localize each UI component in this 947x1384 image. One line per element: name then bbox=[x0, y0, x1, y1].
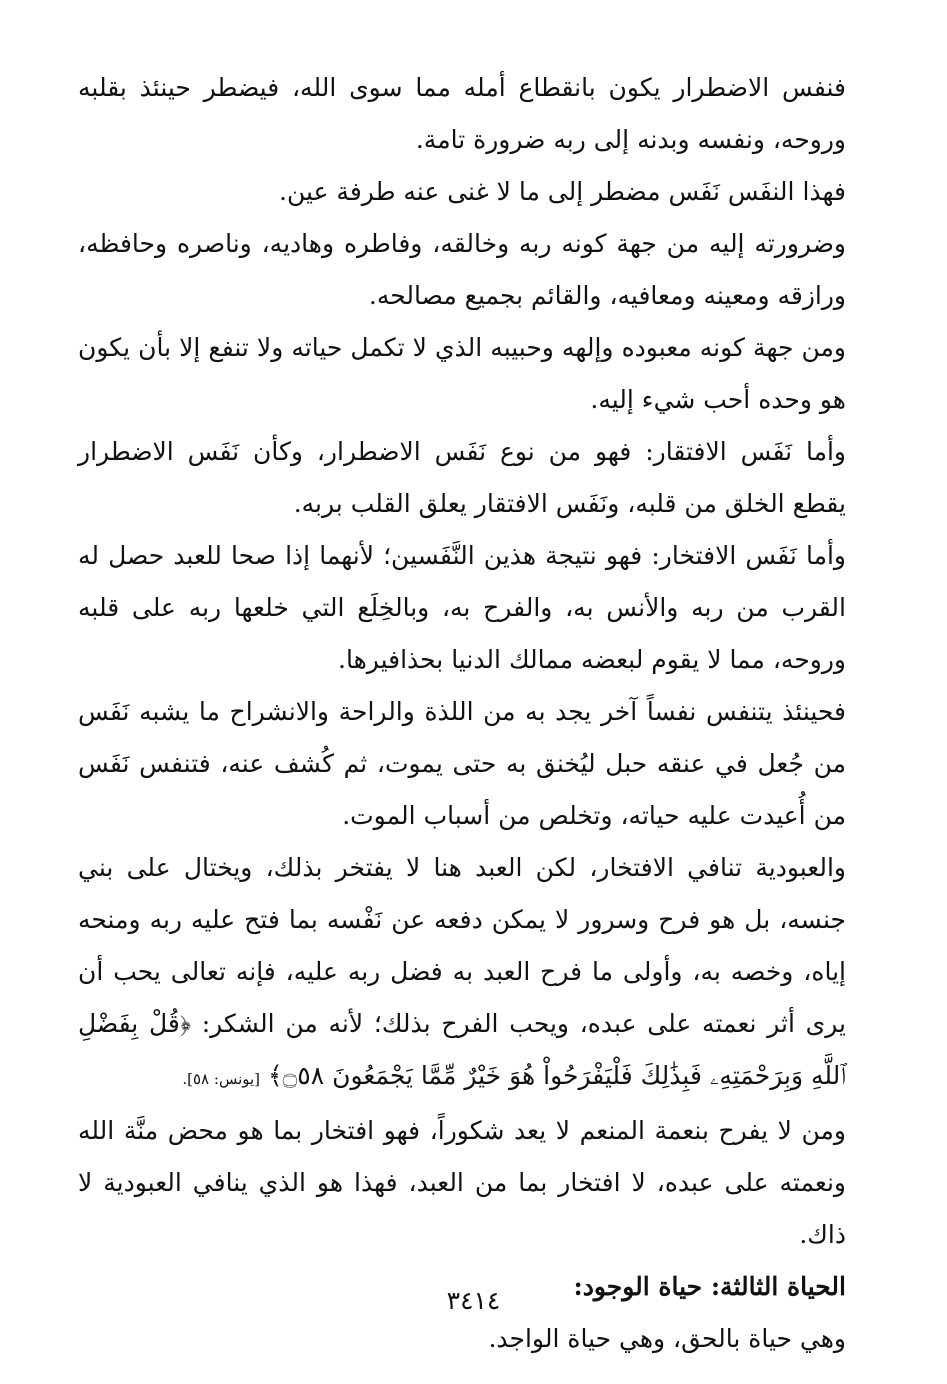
paragraph-gratitude: ومن لا يفرح بنعمة المنعم لا يعد شكوراً، فهو افتخار بما هو محض منَّة الله ونعمته على عبده، لا افتخار بما من العبد، فهذا هو الذي ينافي العبودية لا ذاك. bbox=[78, 1116, 846, 1249]
page-body bbox=[78, 62, 846, 1365]
paragraph-necessity-breath: فنفس الاضطرار يكون بانقطاع أمله مما سوى الله، فيضطر حينئذ بقلبه وروحه، ونفسه وبدنه إلى ربه ضرورة تامة. bbox=[78, 73, 846, 154]
paragraph-servitude-joy bbox=[78, 842, 846, 1105]
paragraph-divinity-need: ومن جهة كونه معبوده وإلهه وحبيبه الذي لا تكمل حياته ولا تنفع إلا بأن يكون هو وحده أحب شيء إليه. bbox=[78, 333, 846, 414]
quran-paragraph-text: والعبودية تنافي الافتخار، لكن العبد هنا لا يفتخر بذلك، ويختال على بني جنسه، بل هو فرح وسرور لا يمكن دفعه عن نَفْسه بما فتح عليه ربه ومنحه إياه، وخصه به، وأولى ما فرح العبد به فضل ربه عليه، فإنه تعالى يحب أن يرى أثر نعمته على عبده، ويحب الفرح بذلك؛ لأنه من الشكر: ﴿قُلْ بِفَضْلِ ٱللَّهِ وَبِرَحْمَتِهِۦ فَبِذَٰلِكَ فَلْيَفْرَحُواْ هُوَ خَيْرٌ مِّمَّا يَجْمَعُونَ ۝٥٨﴾ bbox=[78, 853, 846, 1090]
page-number: ٣٤١٤ bbox=[446, 1286, 501, 1315]
paragraph-relief-breath: فحينئذ يتنفس نفساً آخر يجد به من اللذة والراحة والانشراح ما يشبه نَفَس من جُعل في عنقه حبل ليُخنق به حتى يموت، ثم كُشف عنه، فتنفس نَفَس من أُعيدت عليه حياته، وتخلص من أسباب الموت. bbox=[78, 697, 846, 830]
paragraph-third-life: وهي حياة بالحق، وهي حياة الواجد. bbox=[488, 1324, 846, 1353]
paragraph-compelled-breath: فهذا النفَس نَفَس مضطر إلى ما لا غنى عنه طرفة عين. bbox=[279, 177, 846, 206]
paragraph-pride-breath: وأما نَفَس الافتخار: فهو نتيجة هذين النَّفَسين؛ لأنهما إذا صحا للعبد حصل له القرب من ربه والأنس به، والفرح به، وبالخِلَع التي خلعها ربه على قلبه وروحه، مما لا يقوم لبعضه ممالك الدنيا بحذافيرها. bbox=[78, 541, 846, 674]
paragraph-poverty-breath: وأما نَفَس الافتقار: فهو من نوع نَفَس الاضطرار، وكأن نَفَس الاضطرار يقطع الخلق من قلبه، ونَفَس الافتقار يعلق القلب بربه. bbox=[78, 437, 846, 518]
quran-reference: [يونس: ٥٨]. bbox=[182, 1070, 261, 1088]
paragraph-lordship-need: وضرورته إليه من جهة كونه ربه وخالقه، وفاطره وهاديه، وناصره وحافظه، ورازقه ومعينه ومعافيه، والقائم بجميع مصالحه. bbox=[78, 229, 846, 310]
section-heading: الحياة الثالثة: حياة الوجود: bbox=[573, 1272, 846, 1301]
